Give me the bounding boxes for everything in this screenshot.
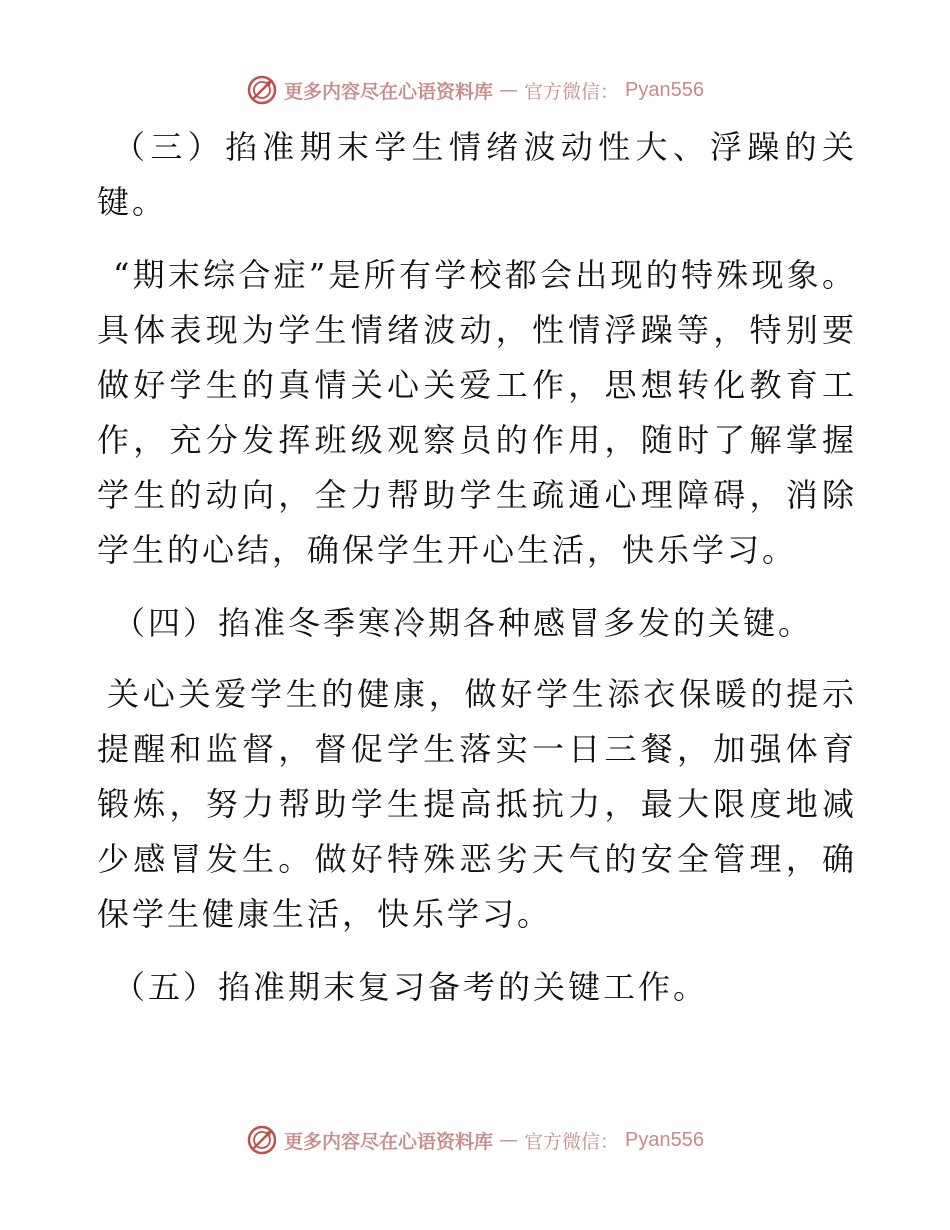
watermark-banner-top — [0, 72, 950, 108]
watermark-id: Pyan556 — [625, 78, 704, 101]
document-body — [97, 120, 857, 1015]
watermark-main-text: 更多内容尽在心语资料库 — [284, 1130, 494, 1153]
section-heading-3: （三）掐准期末学生情绪波动性大、浮躁的关键。 — [97, 128, 857, 221]
section-heading-5: （五）掐准期末复习备考的关键工作。 — [113, 968, 709, 1006]
watermark-label: 官方微信： — [524, 1130, 620, 1153]
brand-logo-icon — [246, 1124, 278, 1156]
watermark-dash: — — [499, 1129, 519, 1151]
watermark-label: 官方微信： — [524, 80, 620, 103]
brand-logo-icon — [246, 74, 278, 106]
section-paragraph-3: “期末综合症”是所有学校都会出现的特殊现象。具体表现为学生情绪波动，性情浮躁等，特别要做好学生的真情关心关爱工作，思想转化教育工作，充分发挥班级观察员的作用，随时了解掌握学生的动向，全力帮助学生疏通心理障碍，消除学生的心结，确保学生开心生活，快乐学习。 — [97, 256, 857, 569]
section-paragraph-4: 关心关爱学生的健康，做好学生添衣保暖的提示提醒和监督，督促学生落实一日三餐，加强体育锻炼，努力帮助学生提高抵抗力，最大限度地减少感冒发生。做好特殊恶劣天气的安全管理，确保学生健康生活，快乐学习。 — [97, 675, 857, 933]
section-heading-4: （四）掐准冬季寒冷期各种感冒多发的关键。 — [113, 604, 814, 642]
watermark-main-text: 更多内容尽在心语资料库 — [284, 80, 494, 103]
watermark-dash: — — [499, 79, 519, 101]
watermark-banner-bottom — [0, 1122, 950, 1158]
watermark-id: Pyan556 — [625, 1128, 704, 1151]
